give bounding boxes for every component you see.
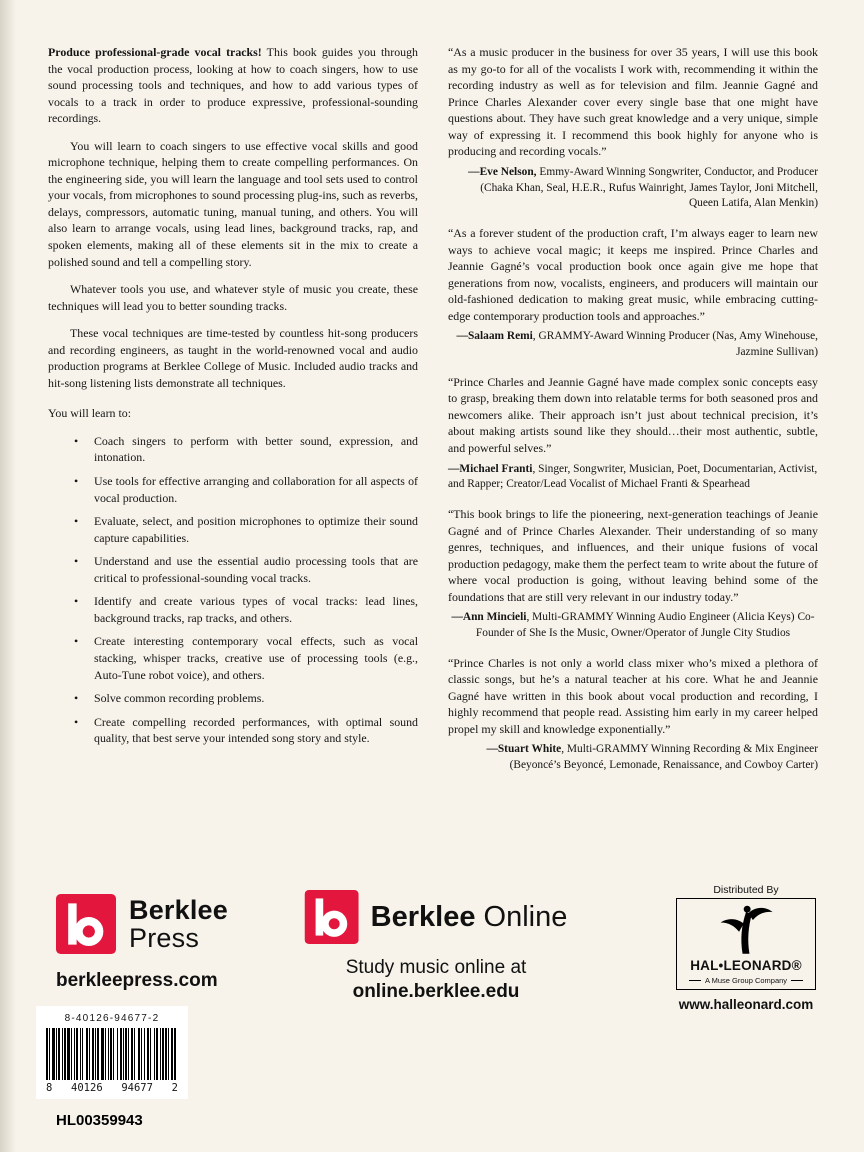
berklee-online-block: [305, 890, 568, 1003]
barcode-bars: [46, 1028, 178, 1080]
testimonial-quote: “Prince Charles and Jeannie Gagné have made complex sonic concepts easy to grasp, breaking them down into relatable terms for both seasoned pros and newcomers alike. Their approach isn’t just about technical precision, it’s about making artists sound like they should…their most authentic, subtle, and powerful selves.”: [448, 374, 818, 455]
berklee-press-brand: Berklee: [129, 894, 228, 925]
page-edge-shadow: [0, 0, 16, 1152]
attribution-credits: , Multi-GRAMMY Winning Recording & Mix Engineer (Beyoncé’s Beyoncé, Lemonade, Renaissance, and Cowboy Carter): [509, 743, 818, 772]
testimonial-attribution: [448, 462, 818, 493]
learn-item: • Coach singers to perform with better sound, expression, and intonation.: [74, 433, 418, 466]
attribution-name: —Michael Franti: [448, 462, 533, 475]
barcode-block: [36, 1006, 188, 1099]
hal-leonard-logo: [715, 904, 777, 956]
learn-item: • Create compelling recorded performances, with optimal sound quality, that best serve your intended song story and style.: [74, 714, 418, 747]
attribution-name: —Ann Mincieli: [451, 611, 527, 624]
hal-leonard-wordmark: HAL•LEONARD®: [690, 958, 802, 973]
barcode-digit-group: 40126: [71, 1082, 103, 1094]
muse-group-label: A Muse Group Company: [704, 976, 788, 985]
hal-leonard-url: www.halleonard.com: [678, 997, 814, 1012]
berklee-press-block: [56, 894, 228, 992]
body-paragraph: You will learn to coach singers to use effective vocal skills and good microphone technique, helping them to create compelling performances. On the engineering side, you will learn the language and tool sets used to control your vocals, from microphones to sound processing plug-ins, such as reverbs, delays, compressors, automatic tuning, manual tuning, and others. You will also learn to arrange vocals, using lead lines, background tracks, rap, and spoken elements, making all of these elements sit in the mix to create a polished sound and tell a compelling story.: [48, 138, 418, 269]
attribution-credits: , Singer, Songwriter, Musician, Poet, Documentarian, Activist, and Rapper; Creator/Lead Vocalist of Michael Franti & Spearhead: [448, 462, 818, 491]
learn-item: • Solve common recording problems.: [74, 690, 418, 707]
attribution-credits: , Multi-GRAMMY Winning Audio Engineer (Alicia Keys) Co-Founder of She Is the Music, Owner/Operator of Jungle City Studios: [475, 611, 815, 639]
online-tagline: Study music online at: [345, 957, 527, 978]
learn-item: • Create interesting contemporary vocal effects, such as vocal stacking, whisper tracks, creative use of processing tools (e.g., Auto-Tune robot voice), and others.: [74, 633, 418, 683]
testimonial-quote: “This book brings to life the pioneering, next-generation teachings of Jeanie Gagné and of Prince Charles Alexander. Their understanding of so many genres, techniques, and influences, and their unique fusions of vocal production pedagogy, make them the perfect team to write about the future of where vocal production is going, without leaving behind some of the foundations that are still very relevant in our industry today.”: [448, 506, 818, 604]
publisher-footer: [56, 884, 816, 1014]
body-paragraph: These vocal techniques are time-tested by countless hit-song producers and recording engineers, as taught in the world-renowned vocal and audio production programs at Berklee College of Music. Included audio tracks and hit-song listening lists demonstrate all techniques.: [48, 326, 418, 390]
learn-heading: You will learn to:: [48, 406, 132, 421]
content-columns: [48, 44, 818, 888]
berklee-online-brand-rest: Online: [483, 900, 568, 933]
berklee-online-brand-bold: Berklee: [370, 900, 476, 933]
learn-item: • Evaluate, select, and position microphones to optimize their sound capture capabilities.: [74, 513, 418, 546]
rule-left: [689, 980, 701, 981]
barcode-digit-group: 2: [171, 1082, 178, 1094]
attribution-name: —Eve Nelson,: [468, 165, 537, 178]
barcode-number: 8-40126-94677-2: [64, 1013, 160, 1024]
testimonial-attribution: [448, 329, 818, 360]
barcode-digit-group: 8: [46, 1082, 53, 1094]
learn-list: [48, 433, 418, 747]
barcode-digit-group: 94677: [121, 1082, 153, 1094]
attribution-name: —Stuart White: [486, 743, 562, 756]
attribution-credits: , GRAMMY-Award Winning Producer (Nas, Amy Winehouse, Jazmine Sullivan): [532, 330, 818, 359]
hal-leonard-block: [676, 884, 816, 1012]
berklee-press-logo: [56, 894, 116, 954]
body-paragraph: Whatever tools you use, and whatever style of music you create, these techniques will lead you to better sounding tracks.: [48, 282, 418, 313]
berklee-press-url: berkleepress.com: [56, 970, 218, 991]
testimonial-attribution: [448, 742, 818, 773]
distributed-by-label: Distributed By: [713, 884, 779, 896]
testimonial-attribution: [448, 165, 818, 212]
rule-right: [791, 980, 803, 981]
testimonial-quote: “As a music producer in the business for over 35 years, I will use this book as my go-to for all of the vocalists I work with, recommending it within the recording industry as well as for television and film. Jeannie Gagné and Prince Charles Alexander cover every single base that one might have questions about. They have such great knowledge and a very unique, simple way of expressing it. I recommend this book highly for anyone who is producing and recording vocals.”: [448, 45, 818, 159]
berklee-online-logo: [305, 890, 359, 944]
attribution-name: —Salaam Remi: [456, 330, 533, 343]
online-url: online.berklee.edu: [352, 981, 520, 1002]
testimonial-quote: “Prince Charles is not only a world class mixer who’s mixed a plethora of classic songs, but he’s a natural teacher at his core. What he and Jeannie Gagné have written in this book about vocal production and recording, I highly recommend that people read. Assisting him early in my career helped propel my skill and knowledge exponentially.”: [448, 655, 818, 736]
testimonial-quote: “As a forever student of the production craft, I’m always eager to learn new ways to achieve vocal magic; it keeps me inspired. Prince Charles and Jeannie Gagné’s vocal production book once again give me hope that generations from now, vocalists, engineers, and producers will maintain our old-fashioned dedication to making great music, while embracing cutting-edge contemporary production tools and approaches.”: [448, 226, 818, 323]
learn-item: • Understand and use the essential audio processing tools that are critical to professional-sounding vocal tracks.: [74, 553, 418, 586]
berklee-online-wordmark: [371, 901, 568, 934]
learn-item: • Use tools for effective arranging and collaboration for all aspects of vocal production.: [74, 473, 418, 506]
muse-group-line: [682, 976, 810, 985]
intro-paragraph: [48, 44, 418, 127]
learn-item: • Identify and create various types of vocal tracks: lead lines, background tracks, rap tracks, and others.: [74, 593, 418, 626]
testimonials-column: [448, 44, 818, 888]
intro-lead: Produce professional-grade vocal tracks!: [48, 45, 262, 59]
description-column: [48, 44, 418, 888]
intro-rest: This book guides you through the vocal production process, looking at how to coach singers, how to use sound processing tools and techniques, and how to add various types of vocals to a track in order to produce expressive, professional-sounding recordings.: [48, 45, 418, 126]
testimonial-attribution: [448, 610, 818, 641]
catalog-number: HL00359943: [56, 1112, 143, 1129]
berklee-press-brand-line2: Press: [129, 923, 200, 953]
berklee-press-wordmark: [129, 896, 228, 953]
attribution-credits: Emmy-Award Winning Songwriter, Conductor, and Producer (Chaka Khan, Seal, H.E.R., Rufus Wainright, James Taylor, Joni Mitchell, Queen Latifa, Alan Menkin): [480, 165, 818, 210]
barcode-digits: [46, 1082, 178, 1094]
hal-leonard-box: [676, 898, 816, 990]
